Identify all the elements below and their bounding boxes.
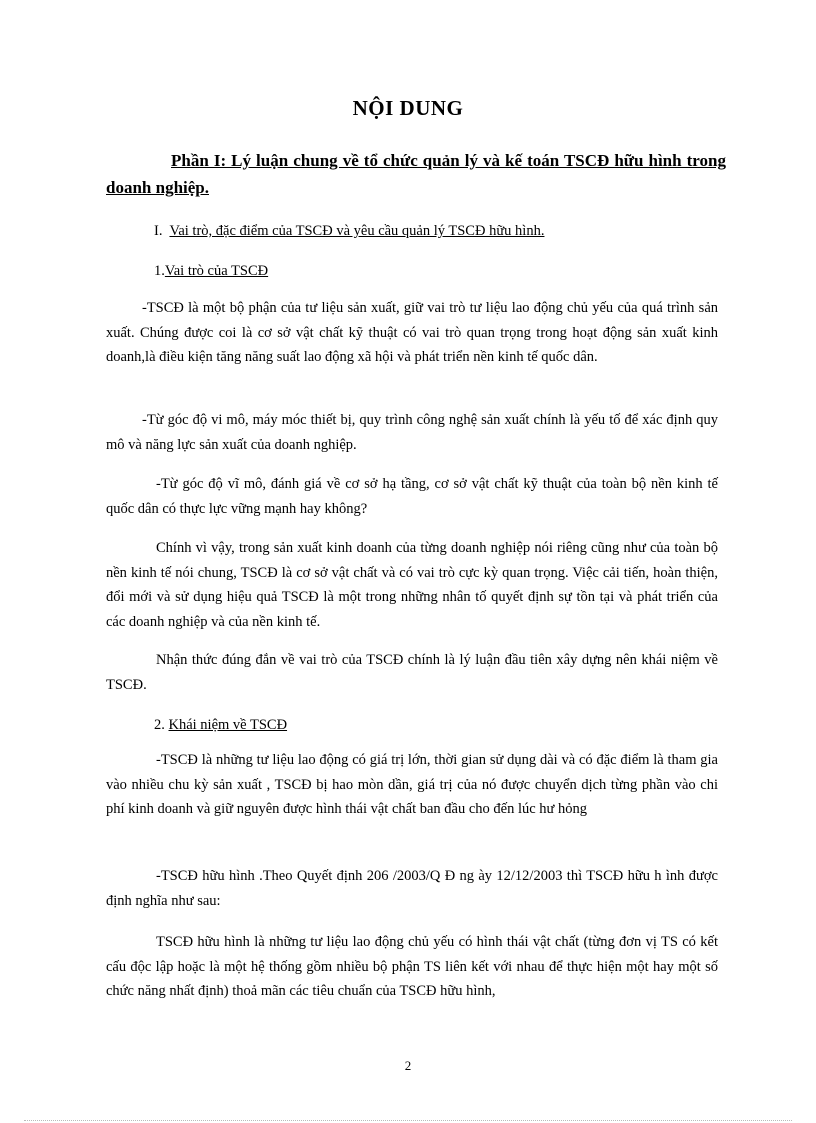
subsection-heading-1 [154, 260, 268, 282]
paragraph: TSCĐ hữu hình là những tư liệu lao động chủ yếu có hình thái vật chất (từng đơn vị TS có kết cấu độc lập hoặc là một hệ thống gồm nhiều bộ phận TS liên kết với nhau để thực hiện một hay một số chức năng nhất định) thoả mãn các tiêu chuẩn của TSCĐ hữu hình, [106, 934, 718, 999]
paragraph: -TSCĐ là một bộ phận của tư liệu sản xuất, giữ vai trò tư liệu lao động chủ yếu của quá trình sản xuất. Chúng được coi là cơ sở vật chất kỹ thuật có vai trò quan trọng trong hoạt động sản xuất kinh doanh,là điều kiện tăng năng suất lao động xã hội và phát triển nền kinh tế quốc dân. [106, 300, 718, 365]
paragraph: Chính vì vậy, trong sản xuất kinh doanh của từng doanh nghiệp nói riêng cũng như của toàn bộ nền kinh tế nói chung, TSCĐ là cơ sở vật chất và có vai trò cực kỳ quan trọng. Việc cải tiến, hoàn thiện, đổi mới và sử dụng hiệu quả TSCĐ là một trong những nhân tố quyết định sự tồn tại và phát triển của các doanh nghiệp và của nền kinh tế. [106, 540, 718, 630]
subsection-heading-2 [154, 714, 287, 736]
subsection-number: 1. [154, 263, 165, 279]
section-heading [154, 220, 544, 242]
page-number: 2 [404, 1058, 412, 1073]
subsection-title: Vai trò của TSCĐ [164, 263, 269, 279]
paragraph: -Từ góc độ vi mô, máy móc thiết bị, quy trình công nghệ sản xuất chính là yếu tố để xác định quy mô và năng lực sản xuất của doanh nghiệp. [106, 412, 718, 453]
paragraph: -TSCĐ là những tư liệu lao động có giá trị lớn, thời gian sử dụng dài và có đặc điểm là tham gia vào nhiều chu kỳ sản xuất , TSCĐ bị hao mòn dần, giá trị của nó được chuyển dịch từng phần vào chi phí kinh doanh và giữ nguyên được hình thái vật chất ban đầu cho đến lúc hư hỏng [106, 752, 718, 817]
page-title: NỘI DUNG [352, 96, 464, 120]
page-bottom-divider [24, 1120, 792, 1121]
subsection-number: 2. [154, 717, 165, 733]
paragraph: -Từ góc độ vĩ mô, đánh giá về cơ sở hạ tầng, cơ sở vật chất kỹ thuật của toàn bộ nền kinh tế quốc dân có thực lực vững mạnh hay không? [106, 476, 718, 517]
section-title: Vai trò, đặc điểm của TSCĐ và yêu cầu quản lý TSCĐ hữu hình. [169, 223, 545, 239]
paragraph: -TSCĐ hữu hình .Theo Quyết định 206 /2003/Q Đ ng ày 12/12/2003 thì TSCĐ hữu h ình được định nghĩa như sau: [106, 868, 718, 909]
part-title: Phần I: Lý luận chung về tổ chức quản lý và kế toán TSCĐ hữu hình trong doanh nghiệp. [106, 151, 726, 197]
subsection-title: Khái niệm về TSCĐ [168, 717, 288, 733]
paragraph: Nhận thức đúng đắn về vai trò của TSCĐ chính là lý luận đầu tiên xây dựng nên khái niệm về TSCĐ. [106, 652, 718, 693]
section-number: I. [154, 223, 163, 239]
